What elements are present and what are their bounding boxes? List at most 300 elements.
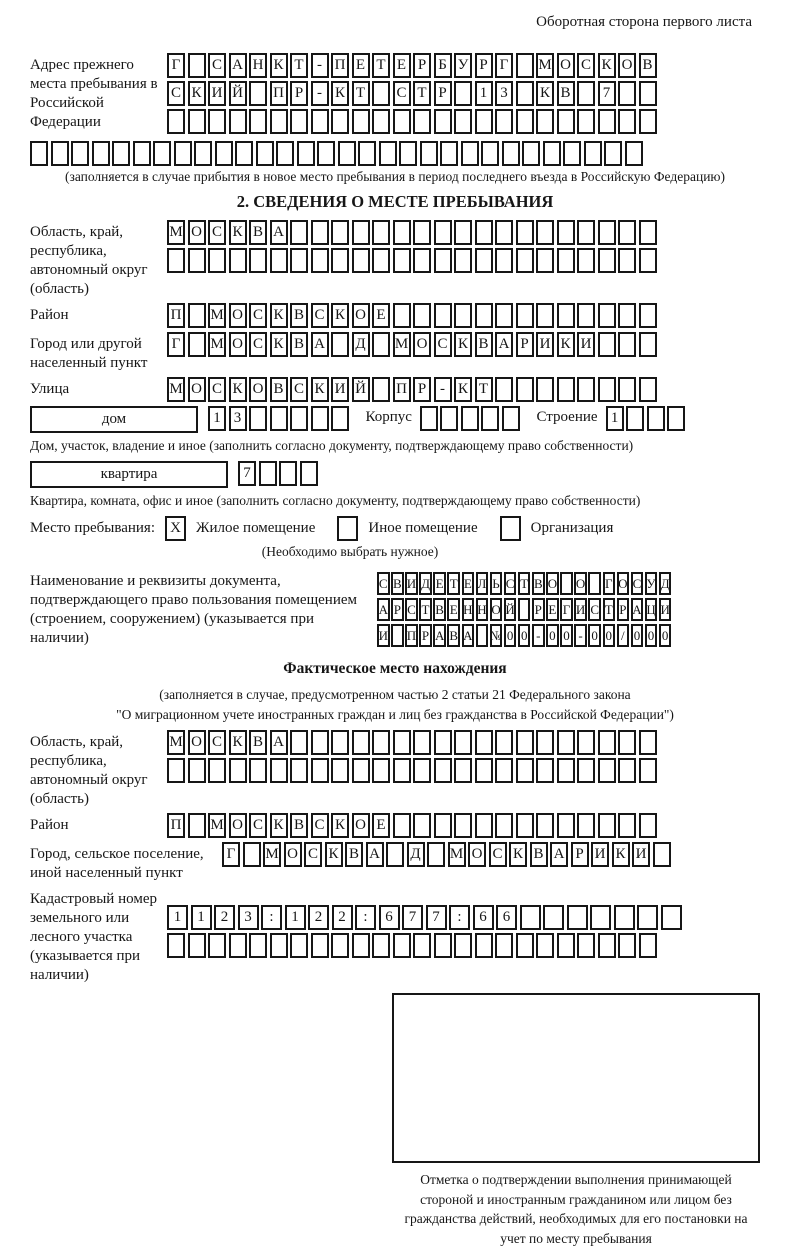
char-box[interactable]: Р (516, 332, 534, 357)
char-box[interactable] (618, 758, 636, 783)
char-box[interactable]: А (366, 842, 384, 867)
char-box[interactable]: С (208, 53, 226, 78)
char-box[interactable] (516, 53, 534, 78)
char-box[interactable]: М (536, 53, 554, 78)
char-box[interactable] (311, 220, 329, 245)
char-box[interactable]: Т (352, 81, 370, 106)
char-box[interactable] (290, 730, 308, 755)
char-box[interactable]: М (208, 813, 226, 838)
char-box[interactable]: М (167, 730, 185, 755)
char-box[interactable]: Т (475, 377, 493, 402)
char-box[interactable]: А (311, 332, 329, 357)
char-box[interactable] (598, 758, 616, 783)
char-box[interactable]: Д (407, 842, 425, 867)
char-box[interactable] (577, 377, 595, 402)
char-box[interactable] (639, 377, 657, 402)
char-box[interactable]: Л (476, 572, 489, 595)
char-box[interactable] (188, 248, 206, 273)
char-box[interactable] (557, 303, 575, 328)
char-box[interactable] (249, 933, 267, 958)
char-box[interactable]: О (284, 842, 302, 867)
char-box[interactable]: К (270, 813, 288, 838)
char-box[interactable] (153, 141, 171, 166)
char-box[interactable] (536, 758, 554, 783)
char-box[interactable]: Б (434, 53, 452, 78)
char-box[interactable] (475, 303, 493, 328)
char-box[interactable] (290, 758, 308, 783)
char-box[interactable]: В (532, 572, 545, 595)
char-box[interactable] (495, 758, 513, 783)
char-box[interactable] (393, 758, 411, 783)
char-box[interactable]: И (659, 598, 672, 621)
char-box[interactable] (618, 248, 636, 273)
char-box[interactable] (413, 303, 431, 328)
char-box[interactable]: Т (447, 572, 460, 595)
char-box[interactable]: С (304, 842, 322, 867)
char-box[interactable]: Р (413, 377, 431, 402)
char-box[interactable]: К (536, 81, 554, 106)
char-box[interactable] (30, 141, 48, 166)
char-box[interactable] (399, 141, 417, 166)
char-box[interactable] (618, 220, 636, 245)
char-box[interactable] (536, 248, 554, 273)
char-box[interactable] (434, 730, 452, 755)
char-box[interactable] (352, 109, 370, 134)
char-box[interactable] (249, 406, 267, 431)
char-box[interactable] (481, 406, 499, 431)
char-box[interactable]: Н (249, 53, 267, 78)
char-box[interactable] (557, 220, 575, 245)
char-box[interactable] (626, 406, 644, 431)
char-box[interactable]: К (557, 332, 575, 357)
char-box[interactable] (639, 81, 657, 106)
char-box[interactable] (279, 461, 297, 486)
char-box[interactable] (270, 758, 288, 783)
char-box[interactable]: М (208, 303, 226, 328)
char-box[interactable]: О (574, 572, 587, 595)
char-box[interactable] (372, 109, 390, 134)
char-box[interactable] (454, 730, 472, 755)
char-box[interactable] (461, 141, 479, 166)
char-box[interactable] (520, 905, 541, 930)
char-box[interactable] (311, 248, 329, 273)
char-box[interactable]: : (355, 905, 376, 930)
char-box[interactable]: К (270, 332, 288, 357)
char-box[interactable] (420, 141, 438, 166)
char-box[interactable] (331, 730, 349, 755)
char-box[interactable] (598, 248, 616, 273)
char-box[interactable]: И (536, 332, 554, 357)
char-box[interactable]: Т (413, 81, 431, 106)
char-box[interactable] (516, 730, 534, 755)
char-box[interactable]: Е (372, 303, 390, 328)
char-box[interactable] (588, 572, 601, 595)
char-box[interactable]: К (270, 303, 288, 328)
char-box[interactable] (372, 332, 390, 357)
char-box[interactable] (243, 842, 261, 867)
char-box[interactable]: Т (372, 53, 390, 78)
checkbox-organization[interactable] (500, 516, 521, 541)
char-box[interactable]: В (249, 730, 267, 755)
char-box[interactable]: В (391, 572, 404, 595)
char-box[interactable]: К (229, 377, 247, 402)
char-box[interactable]: А (229, 53, 247, 78)
char-box[interactable]: 7 (598, 81, 616, 106)
char-box[interactable] (536, 220, 554, 245)
char-box[interactable]: С (588, 598, 601, 621)
char-box[interactable]: В (270, 377, 288, 402)
char-box[interactable] (495, 248, 513, 273)
char-box[interactable] (502, 406, 520, 431)
char-box[interactable] (386, 842, 404, 867)
char-box[interactable] (290, 220, 308, 245)
char-box[interactable] (475, 758, 493, 783)
char-box[interactable] (413, 813, 431, 838)
char-box[interactable] (667, 406, 685, 431)
char-box[interactable] (331, 406, 349, 431)
char-box[interactable]: С (577, 53, 595, 78)
char-box[interactable]: У (454, 53, 472, 78)
char-box[interactable]: М (263, 842, 281, 867)
char-box[interactable]: - (532, 624, 545, 647)
char-box[interactable]: О (249, 377, 267, 402)
char-box[interactable] (454, 248, 472, 273)
char-box[interactable] (215, 141, 233, 166)
char-box[interactable] (577, 730, 595, 755)
char-box[interactable]: - (434, 377, 452, 402)
char-box[interactable] (557, 109, 575, 134)
char-box[interactable]: 7 (238, 461, 256, 486)
char-box[interactable]: - (311, 53, 329, 78)
char-box[interactable]: Г (495, 53, 513, 78)
char-box[interactable] (352, 220, 370, 245)
char-box[interactable]: С (290, 377, 308, 402)
char-box[interactable] (290, 406, 308, 431)
char-box[interactable]: А (433, 624, 446, 647)
char-box[interactable] (502, 141, 520, 166)
char-box[interactable] (516, 377, 534, 402)
char-box[interactable] (598, 332, 616, 357)
char-box[interactable]: О (229, 303, 247, 328)
char-box[interactable] (454, 109, 472, 134)
char-box[interactable] (639, 730, 657, 755)
char-box[interactable] (598, 377, 616, 402)
char-box[interactable]: Д (352, 332, 370, 357)
char-box[interactable] (167, 248, 185, 273)
char-box[interactable]: В (345, 842, 363, 867)
char-box[interactable]: Р (419, 624, 432, 647)
char-box[interactable] (577, 81, 595, 106)
char-box[interactable]: В (249, 220, 267, 245)
char-box[interactable]: С (504, 572, 517, 595)
char-box[interactable] (167, 109, 185, 134)
char-box[interactable]: 0 (659, 624, 672, 647)
char-box[interactable] (331, 109, 349, 134)
char-box[interactable]: О (617, 572, 630, 595)
char-box[interactable] (590, 905, 611, 930)
char-box[interactable] (391, 624, 404, 647)
char-box[interactable]: М (167, 377, 185, 402)
char-box[interactable]: Е (352, 53, 370, 78)
char-box[interactable] (331, 220, 349, 245)
char-box[interactable] (270, 109, 288, 134)
char-box[interactable]: П (405, 624, 418, 647)
char-box[interactable] (413, 758, 431, 783)
char-box[interactable] (522, 141, 540, 166)
char-box[interactable]: И (574, 598, 587, 621)
char-box[interactable] (475, 933, 493, 958)
char-box[interactable]: 1 (208, 406, 226, 431)
char-box[interactable]: 0 (518, 624, 531, 647)
char-box[interactable] (174, 141, 192, 166)
char-box[interactable]: Н (462, 598, 475, 621)
char-box[interactable]: Г (222, 842, 240, 867)
char-box[interactable] (249, 109, 267, 134)
char-box[interactable]: П (167, 813, 185, 838)
char-box[interactable]: К (331, 81, 349, 106)
char-box[interactable]: 3 (495, 81, 513, 106)
char-box[interactable]: И (577, 332, 595, 357)
char-box[interactable] (516, 81, 534, 106)
char-box[interactable]: 6 (473, 905, 494, 930)
char-box[interactable]: К (612, 842, 630, 867)
char-box[interactable]: О (229, 813, 247, 838)
char-box[interactable] (625, 141, 643, 166)
char-box[interactable] (270, 248, 288, 273)
char-box[interactable]: А (270, 220, 288, 245)
char-box[interactable] (598, 303, 616, 328)
char-box[interactable]: Й (504, 598, 517, 621)
char-box[interactable] (567, 905, 588, 930)
char-box[interactable] (270, 406, 288, 431)
char-box[interactable]: Р (617, 598, 630, 621)
char-box[interactable] (249, 758, 267, 783)
char-box[interactable]: С (249, 332, 267, 357)
char-box[interactable]: Р (434, 81, 452, 106)
char-box[interactable]: Т (518, 572, 531, 595)
char-box[interactable] (188, 758, 206, 783)
char-box[interactable]: Г (560, 598, 573, 621)
char-box[interactable] (618, 813, 636, 838)
char-box[interactable] (311, 933, 329, 958)
char-box[interactable] (516, 813, 534, 838)
char-box[interactable]: - (574, 624, 587, 647)
char-box[interactable]: К (229, 730, 247, 755)
char-box[interactable] (454, 220, 472, 245)
char-box[interactable]: Н (476, 598, 489, 621)
char-box[interactable] (393, 109, 411, 134)
char-box[interactable]: С (393, 81, 411, 106)
char-box[interactable]: 1 (475, 81, 493, 106)
char-box[interactable]: А (631, 598, 644, 621)
char-box[interactable] (372, 758, 390, 783)
char-box[interactable]: : (449, 905, 470, 930)
char-box[interactable]: А (462, 624, 475, 647)
char-box[interactable] (188, 303, 206, 328)
char-box[interactable] (434, 933, 452, 958)
char-box[interactable] (393, 730, 411, 755)
char-box[interactable]: С (311, 813, 329, 838)
char-box[interactable] (577, 109, 595, 134)
char-box[interactable]: А (550, 842, 568, 867)
char-box[interactable] (557, 730, 575, 755)
char-box[interactable]: И (377, 624, 390, 647)
char-box[interactable] (300, 461, 318, 486)
char-box[interactable] (454, 813, 472, 838)
char-box[interactable] (331, 332, 349, 357)
char-box[interactable]: Д (419, 572, 432, 595)
char-box[interactable]: 1 (191, 905, 212, 930)
char-box[interactable] (259, 461, 277, 486)
char-box[interactable] (379, 141, 397, 166)
char-box[interactable]: Е (546, 598, 559, 621)
char-box[interactable] (413, 730, 431, 755)
char-box[interactable] (440, 141, 458, 166)
char-box[interactable] (536, 933, 554, 958)
char-box[interactable]: К (311, 377, 329, 402)
char-box[interactable] (543, 141, 561, 166)
char-box[interactable]: И (591, 842, 609, 867)
char-box[interactable]: Г (167, 53, 185, 78)
char-box[interactable]: 2 (332, 905, 353, 930)
char-box[interactable]: К (454, 332, 472, 357)
char-box[interactable]: Е (393, 53, 411, 78)
char-box[interactable] (495, 109, 513, 134)
char-box[interactable] (358, 141, 376, 166)
char-box[interactable] (577, 303, 595, 328)
char-box[interactable]: М (167, 220, 185, 245)
char-box[interactable]: С (631, 572, 644, 595)
char-box[interactable] (413, 220, 431, 245)
char-box[interactable] (495, 933, 513, 958)
char-box[interactable]: В (290, 813, 308, 838)
char-box[interactable] (516, 758, 534, 783)
char-box[interactable] (557, 758, 575, 783)
char-box[interactable] (598, 813, 616, 838)
char-box[interactable]: 1 (285, 905, 306, 930)
char-box[interactable]: - (311, 81, 329, 106)
char-box[interactable]: А (495, 332, 513, 357)
char-box[interactable]: С (434, 332, 452, 357)
char-box[interactable]: Й (229, 81, 247, 106)
char-box[interactable]: О (188, 377, 206, 402)
char-box[interactable] (454, 303, 472, 328)
char-box[interactable] (188, 332, 206, 357)
char-box[interactable]: 0 (645, 624, 658, 647)
char-box[interactable] (229, 248, 247, 273)
char-box[interactable] (133, 141, 151, 166)
char-box[interactable]: А (270, 730, 288, 755)
char-box[interactable] (516, 303, 534, 328)
char-box[interactable] (475, 813, 493, 838)
char-box[interactable] (331, 758, 349, 783)
char-box[interactable]: № (490, 624, 503, 647)
char-box[interactable]: О (618, 53, 636, 78)
char-box[interactable] (639, 758, 657, 783)
char-box[interactable] (495, 813, 513, 838)
char-box[interactable] (557, 248, 575, 273)
char-box[interactable]: В (639, 53, 657, 78)
char-box[interactable] (372, 933, 390, 958)
char-box[interactable] (194, 141, 212, 166)
char-box[interactable] (461, 406, 479, 431)
char-box[interactable] (434, 248, 452, 273)
char-box[interactable]: И (405, 572, 418, 595)
char-box[interactable]: Т (419, 598, 432, 621)
char-box[interactable] (598, 933, 616, 958)
char-box[interactable] (516, 248, 534, 273)
char-box[interactable] (454, 758, 472, 783)
char-box[interactable] (352, 730, 370, 755)
char-box[interactable]: О (188, 220, 206, 245)
char-box[interactable]: С (405, 598, 418, 621)
char-box[interactable] (317, 141, 335, 166)
char-box[interactable]: К (270, 53, 288, 78)
char-box[interactable] (331, 933, 349, 958)
char-box[interactable] (434, 220, 452, 245)
char-box[interactable] (639, 109, 657, 134)
char-box[interactable] (413, 248, 431, 273)
char-box[interactable] (51, 141, 69, 166)
char-box[interactable]: И (331, 377, 349, 402)
char-box[interactable] (188, 109, 206, 134)
char-box[interactable] (653, 842, 671, 867)
char-box[interactable] (475, 730, 493, 755)
char-box[interactable] (614, 905, 635, 930)
char-box[interactable]: 0 (631, 624, 644, 647)
char-box[interactable] (598, 109, 616, 134)
char-box[interactable] (536, 303, 554, 328)
char-box[interactable]: 0 (560, 624, 573, 647)
char-box[interactable] (557, 377, 575, 402)
char-box[interactable]: О (546, 572, 559, 595)
char-box[interactable] (637, 905, 658, 930)
char-box[interactable] (256, 141, 274, 166)
char-box[interactable]: О (188, 730, 206, 755)
char-box[interactable]: 2 (214, 905, 235, 930)
char-box[interactable]: 0 (588, 624, 601, 647)
char-box[interactable] (372, 248, 390, 273)
char-box[interactable] (112, 141, 130, 166)
char-box[interactable] (618, 377, 636, 402)
char-box[interactable] (208, 933, 226, 958)
char-box[interactable] (639, 303, 657, 328)
char-box[interactable] (475, 220, 493, 245)
char-box[interactable]: Е (462, 572, 475, 595)
char-box[interactable] (661, 905, 682, 930)
char-box[interactable] (536, 109, 554, 134)
char-box[interactable]: Т (290, 53, 308, 78)
char-box[interactable] (604, 141, 622, 166)
char-box[interactable]: 0 (603, 624, 616, 647)
char-box[interactable] (536, 377, 554, 402)
char-box[interactable]: Т (603, 598, 616, 621)
char-box[interactable]: Р (532, 598, 545, 621)
char-box[interactable] (560, 572, 573, 595)
char-box[interactable] (639, 332, 657, 357)
char-box[interactable]: В (433, 598, 446, 621)
char-box[interactable] (352, 758, 370, 783)
char-box[interactable]: Р (413, 53, 431, 78)
char-box[interactable] (543, 905, 564, 930)
char-box[interactable] (352, 933, 370, 958)
char-box[interactable] (331, 248, 349, 273)
char-box[interactable] (413, 109, 431, 134)
char-box[interactable]: С (249, 813, 267, 838)
char-box[interactable] (516, 933, 534, 958)
char-box[interactable] (290, 933, 308, 958)
char-box[interactable]: В (290, 332, 308, 357)
